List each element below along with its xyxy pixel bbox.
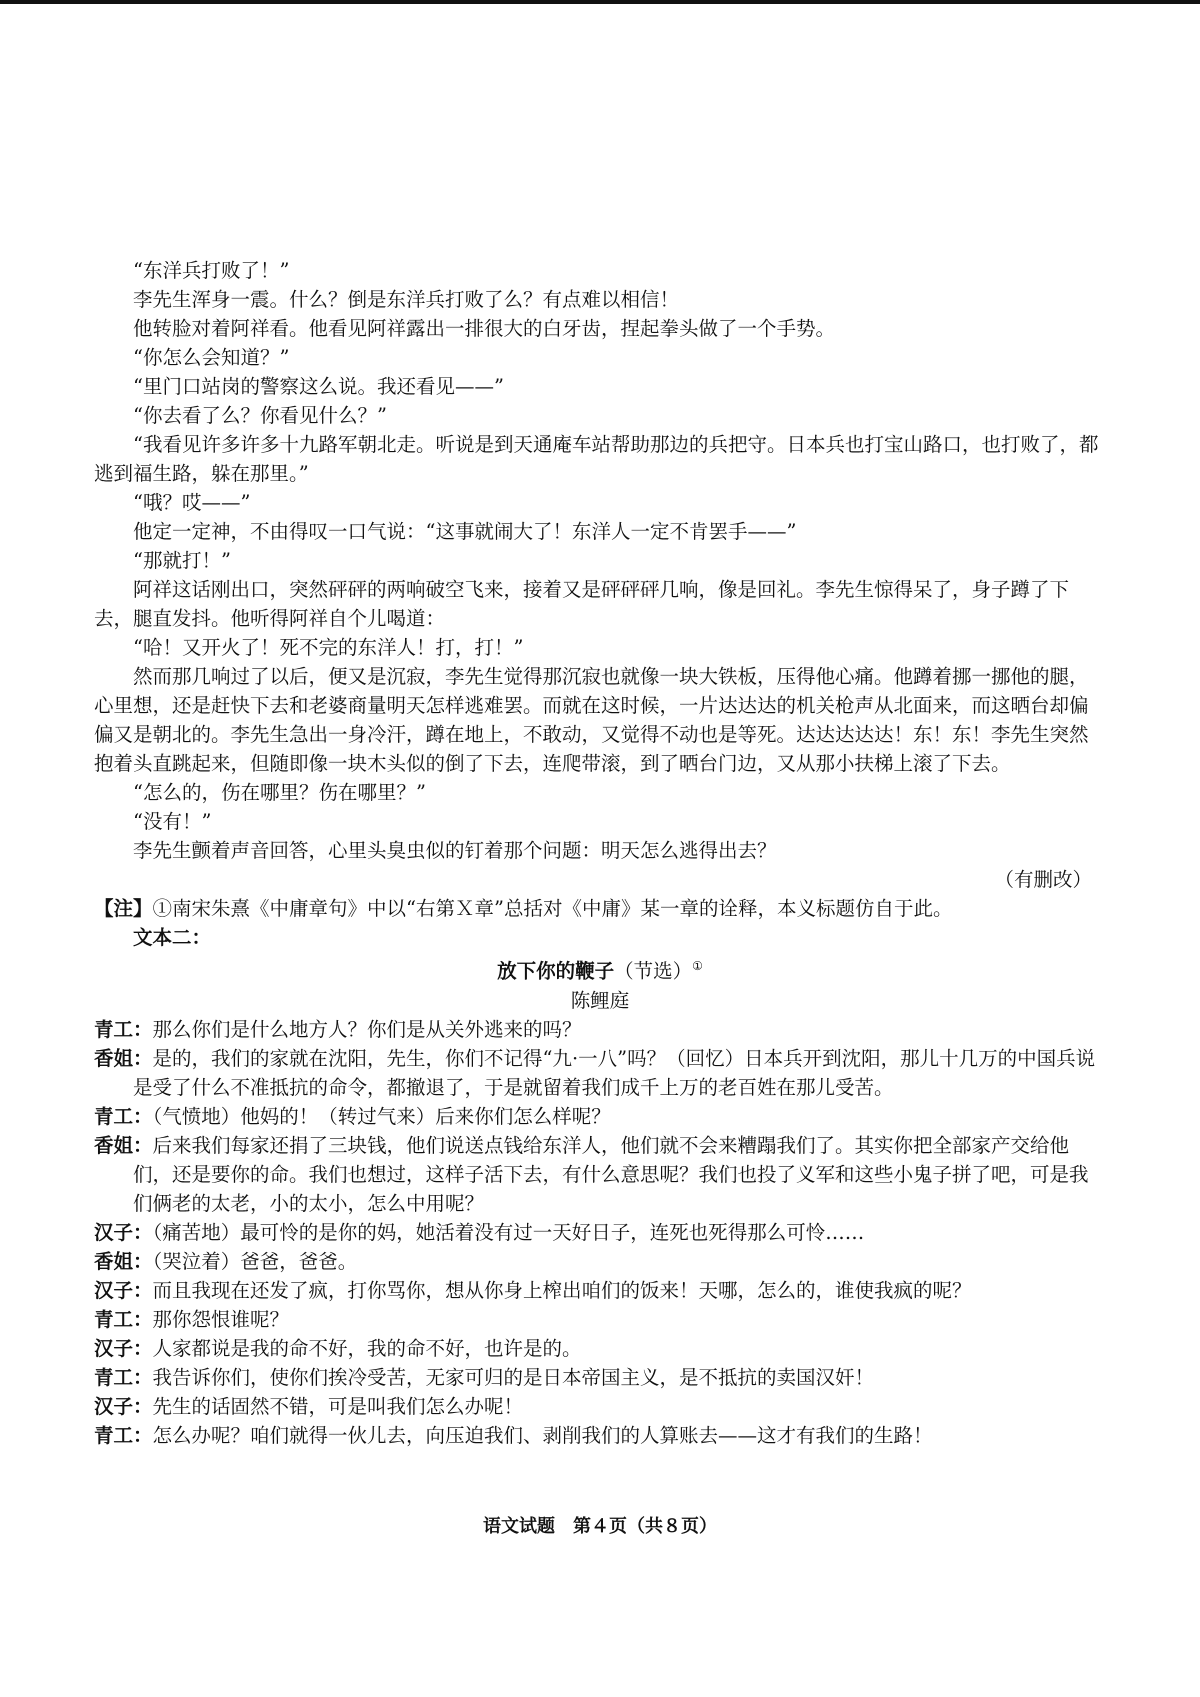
dialogue-line bbox=[94, 1131, 1106, 1218]
dialogue-line bbox=[94, 1392, 1106, 1421]
line-text: 人家都说是我的命不好，我的命不好，也许是的。 bbox=[152, 1336, 582, 1360]
paragraph: 他转脸对着阿祥看。他看见阿祥露出一排很大的白牙齿，捏起拳头做了一个手势。 bbox=[133, 317, 836, 340]
paragraph: “我看见许多许多十九路军朝北走。听说是到天通庵车站帮助那边的兵把守。日本兵也打宝山路口，也打败了，都逃到福生路，躲在那里。” bbox=[94, 433, 1099, 485]
line-text: 我告诉你们，使你们挨冷受苦，无家可归的是日本帝国主义，是不抵抗的卖国汉奸！ bbox=[152, 1365, 875, 1389]
page-content bbox=[94, 256, 1106, 1450]
dialogue-line bbox=[94, 1015, 1106, 1044]
dialogue-line bbox=[94, 1102, 1106, 1131]
paragraph: “哈！又开火了！死不完的东洋人！打，打！” bbox=[133, 636, 524, 659]
line-text: （气愤地）他妈的！（转过气来）后来你们怎么样呢？ bbox=[152, 1104, 611, 1128]
dialogue-line bbox=[94, 1363, 1106, 1392]
speaker: 香姐： bbox=[94, 1249, 153, 1273]
paragraph: 然而那几响过了以后，便又是沉寂，李先生觉得那沉寂也就像一块大铁板，压得他心痛。他蹲着挪一挪他的腿，心里想，还是赶快下去和老婆商量明天怎样逃难罢。而就在这时候，一片达达达的机关枪声从北面来，而这晒台却偏偏又是朝北的。李先生急出一身冷汗，蹲在地上，不敢动，又觉得不动也是等死。达达达达达！东！东！李先生突然抱着头直跳起来，但随即像一块木头似的倒了下去，连爬带滚，到了晒台门边，又从那小扶梯上滚了下去。 bbox=[94, 665, 1089, 775]
paragraph: “怎么的，伤在哪里？伤在哪里？” bbox=[133, 781, 426, 804]
play-title-footnote-mark: ① bbox=[692, 959, 703, 973]
line-text: （痛苦地）最可怜的是你的妈，她活着没有过一天好日子，连死也死得那么可怜…… bbox=[152, 1220, 865, 1244]
speaker: 汉子： bbox=[94, 1278, 153, 1302]
paragraph: “东洋兵打败了！” bbox=[133, 259, 290, 282]
page-footer: 语文试题 第４页（共８页） bbox=[483, 1516, 717, 1537]
revision-note: （有删改） bbox=[994, 868, 1092, 891]
paragraph: “哦？哎——” bbox=[133, 491, 251, 514]
dialogue-line bbox=[94, 1044, 1106, 1102]
play-author: 陈鲤庭 bbox=[570, 988, 630, 1012]
speaker: 汉子： bbox=[94, 1220, 153, 1244]
paragraph: “那就打！” bbox=[133, 549, 231, 572]
speaker: 青工： bbox=[94, 1017, 153, 1041]
paragraph: “里门口站岗的警察这么说。我还看见——” bbox=[133, 375, 504, 398]
paragraph: “没有！” bbox=[133, 810, 212, 833]
text2-heading: 文本二： bbox=[133, 926, 212, 949]
speaker: 青工： bbox=[94, 1104, 153, 1128]
dialogue-line bbox=[94, 1276, 1106, 1305]
footnote-text: ①南宋朱熹《中庸章句》中以“右第Ｘ章”总括对《中庸》某一章的诠释，本义标题仿自于此。 bbox=[152, 897, 953, 920]
dialogue-line bbox=[94, 1247, 1106, 1276]
paragraph: “你怎么会知道？” bbox=[133, 346, 290, 369]
speaker: 青工： bbox=[94, 1423, 153, 1447]
line-text: 那你怨恨谁呢？ bbox=[152, 1307, 290, 1331]
dialogue-line bbox=[94, 1305, 1106, 1334]
line-text: 怎么办呢？咱们就得一伙儿去，向压迫我们、剥削我们的人算账去——这才有我们的生路！ bbox=[152, 1423, 933, 1447]
footnote bbox=[94, 894, 1106, 923]
speaker: 香姐： bbox=[94, 1046, 153, 1070]
dialogue-line bbox=[94, 1421, 1106, 1450]
paragraph: 李先生浑身一震。什么？倒是东洋兵打败了么？有点难以相信！ bbox=[133, 288, 680, 311]
line-text: 先生的话固然不错，可是叫我们怎么办呢！ bbox=[152, 1394, 524, 1418]
line-text: 而且我现在还发了疯，打你骂你，想从你身上榨出咱们的饭来！天哪，怎么的，谁使我疯的呢？ bbox=[152, 1278, 972, 1302]
paragraph: “你去看了么？你看见什么？” bbox=[133, 404, 387, 427]
page-top-border bbox=[0, 0, 1200, 4]
play-title-main: 放下你的鞭子 bbox=[497, 959, 615, 983]
footnote-label: 【注】 bbox=[94, 897, 153, 920]
line-text: 那么你们是什么地方人？你们是从关外逃来的吗？ bbox=[152, 1017, 582, 1041]
speaker: 香姐： bbox=[94, 1133, 153, 1157]
line-text: 后来我们每家还捐了三块钱，他们说送点钱给东洋人，他们就不会来糟蹋我们了。其实你把全部家产交给他们，还是要你的命。我们也想过，这样子活下去，有什么意思呢？我们也投了义军和这些小鬼子拼了吧，可是我们俩老的太老，小的太小，怎么中用呢？ bbox=[133, 1133, 1089, 1215]
paragraph: 阿祥这话刚出口，突然砰砰的两响破空飞来，接着又是砰砰砰几响，像是回礼。李先生惊得呆了，身子蹲了下去，腿直发抖。他听得阿祥自个儿喝道： bbox=[94, 578, 1070, 630]
play-title bbox=[94, 952, 1106, 986]
speaker: 汉子： bbox=[94, 1336, 153, 1360]
line-text: （哭泣着）爸爸，爸爸。 bbox=[152, 1249, 358, 1273]
speaker: 青工： bbox=[94, 1365, 153, 1389]
dialogue-line bbox=[94, 1218, 1106, 1247]
dialogue-line bbox=[94, 1334, 1106, 1363]
paragraph: 他定一定神，不由得叹一口气说：“这事就闹大了！东洋人一定不肯罢手——” bbox=[133, 520, 797, 543]
speaker: 汉子： bbox=[94, 1394, 153, 1418]
line-text: 是的，我们的家就在沈阳，先生，你们不记得“九·一八”吗？（回忆）日本兵开到沈阳，那儿十几万的中国兵说是受了什么不准抵抗的命令，都撤退了，于是就留着我们成千上万的老百姓在那儿受苦。 bbox=[133, 1046, 1096, 1099]
paragraph: 李先生颤着声音回答，心里头臭虫似的钉着那个问题：明天怎么逃得出去？ bbox=[133, 839, 777, 862]
speaker: 青工： bbox=[94, 1307, 153, 1331]
play-title-suffix: （节选） bbox=[614, 959, 693, 983]
